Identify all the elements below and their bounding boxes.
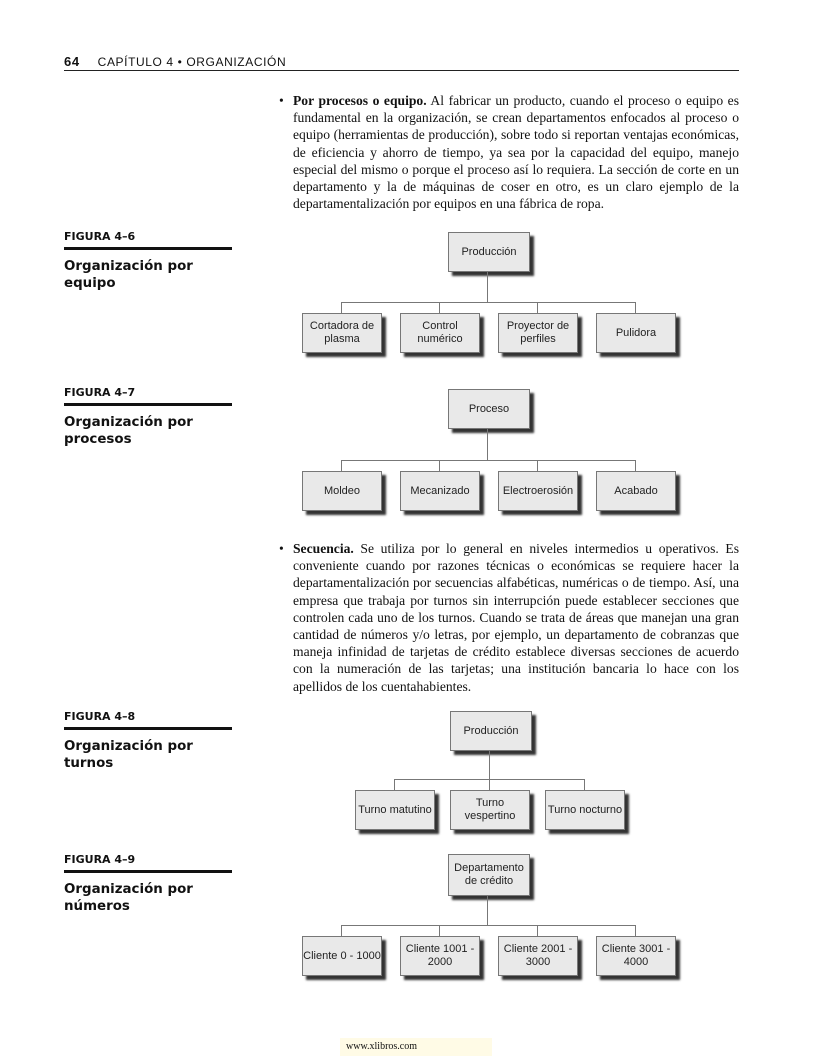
connector <box>487 271 488 303</box>
paragraph-lead: Secuencia. <box>293 541 354 556</box>
figure-label-4-6 <box>64 230 232 292</box>
connector <box>537 925 538 936</box>
paragraph-secuencia <box>279 540 739 695</box>
connector <box>439 302 440 313</box>
org-box-child: Cortadora de plasma <box>302 313 382 353</box>
figure-title: Organización por turnos <box>64 739 193 771</box>
figure-label-4-7 <box>64 386 232 448</box>
figure-title: Organización por números <box>64 882 193 914</box>
org-box-child: Pulidora <box>596 313 676 353</box>
figure-number: FIGURA 4–7 <box>64 386 232 406</box>
connector <box>341 460 636 461</box>
org-box-child: Mecanizado <box>400 471 480 511</box>
paragraph-text: Se utiliza por lo general en niveles intermedios u operativos. Es conveniente cuando por razones técnicas o económicas se requiere hacer la departamentalización por secuencias alfabéticas, numéricas o de tiempo. Así, una empresa que trabaja por turnos sin interrupción puede establecer secciones que controlen cada uno de los turnos. Cuando se trata de áreas que manejan una gran cantidad de números y/o letras, por ejemplo, un departamento de cobranzas que maneja infinidad de tarjetas de crédito establece diversas secciones de acuerdo con la numeración de las tarjetas; una institución bancaria lo hace con los apellidos de los cuentahabientes. <box>293 541 739 694</box>
bullet: • <box>279 93 284 108</box>
org-box-child: Control numérico <box>400 313 480 353</box>
figure-title: Organización por equipo <box>64 259 193 291</box>
footer-url: www.xlibros.com <box>340 1038 492 1056</box>
connector <box>394 779 395 790</box>
connector <box>341 302 342 313</box>
figure-number: FIGURA 4–9 <box>64 853 232 873</box>
connector <box>341 460 342 471</box>
org-box-child: Cliente 0 - 1000 <box>302 936 382 976</box>
connector <box>439 925 440 936</box>
connector <box>487 895 488 926</box>
connector <box>341 302 636 303</box>
bullet: • <box>279 541 284 556</box>
connector <box>635 925 636 936</box>
connector <box>635 460 636 471</box>
figure-label-4-9 <box>64 853 232 915</box>
org-box-root: Departamento de crédito <box>448 854 530 896</box>
org-box-child: Turno nocturno <box>545 790 625 830</box>
org-box-root: Producción <box>448 232 530 272</box>
connector <box>341 925 636 926</box>
connector <box>537 460 538 471</box>
org-box-child: Cliente 1001 - 2000 <box>400 936 480 976</box>
figure-number: FIGURA 4–8 <box>64 710 232 730</box>
org-box-root: Proceso <box>448 389 530 429</box>
paragraph-procesos <box>279 92 740 212</box>
org-box-child: Moldeo <box>302 471 382 511</box>
figure-label-4-8 <box>64 710 232 772</box>
page-number: 64 <box>64 54 80 69</box>
connector <box>584 779 585 790</box>
org-box-child: Cliente 2001 - 3000 <box>498 936 578 976</box>
org-box-child: Cliente 3001 - 4000 <box>596 936 676 976</box>
connector <box>341 925 342 936</box>
running-title: CAPÍTULO 4 • ORGANIZACIÓN <box>97 55 287 69</box>
connector <box>489 779 490 790</box>
connector <box>635 302 636 313</box>
paragraph-text: Al fabricar un producto, cuando el proceso o equipo es fundamental en la organización, se crean departamentos enfocados al proceso o equipo (herramientas de producción), sobre todo si reportan ventajas económicas, de eficiencia y ahorro de tiempo, ya sea por la capacidad del equipo, manejo especial del mismo o porque el proceso así lo requiera. La sección de corte en un departamento y la de máquinas de coser en otro, es un claro ejemplo de la departamentalización por equipos en una fábrica de ropa. <box>293 93 740 212</box>
connector <box>487 428 488 461</box>
org-box-child: Electroerosión <box>498 471 578 511</box>
org-box-child: Acabado <box>596 471 676 511</box>
connector <box>439 460 440 471</box>
org-box-child: Turno vespertino <box>450 790 530 830</box>
paragraph-lead: Por procesos o equipo. <box>293 93 427 108</box>
figure-number: FIGURA 4–6 <box>64 230 232 250</box>
org-box-child: Turno matutino <box>355 790 435 830</box>
connector <box>489 750 490 780</box>
org-box-root: Producción <box>450 711 532 751</box>
connector <box>537 302 538 313</box>
figure-title: Organización por procesos <box>64 415 193 447</box>
org-box-child: Proyector de perfiles <box>498 313 578 353</box>
running-header <box>64 54 739 71</box>
